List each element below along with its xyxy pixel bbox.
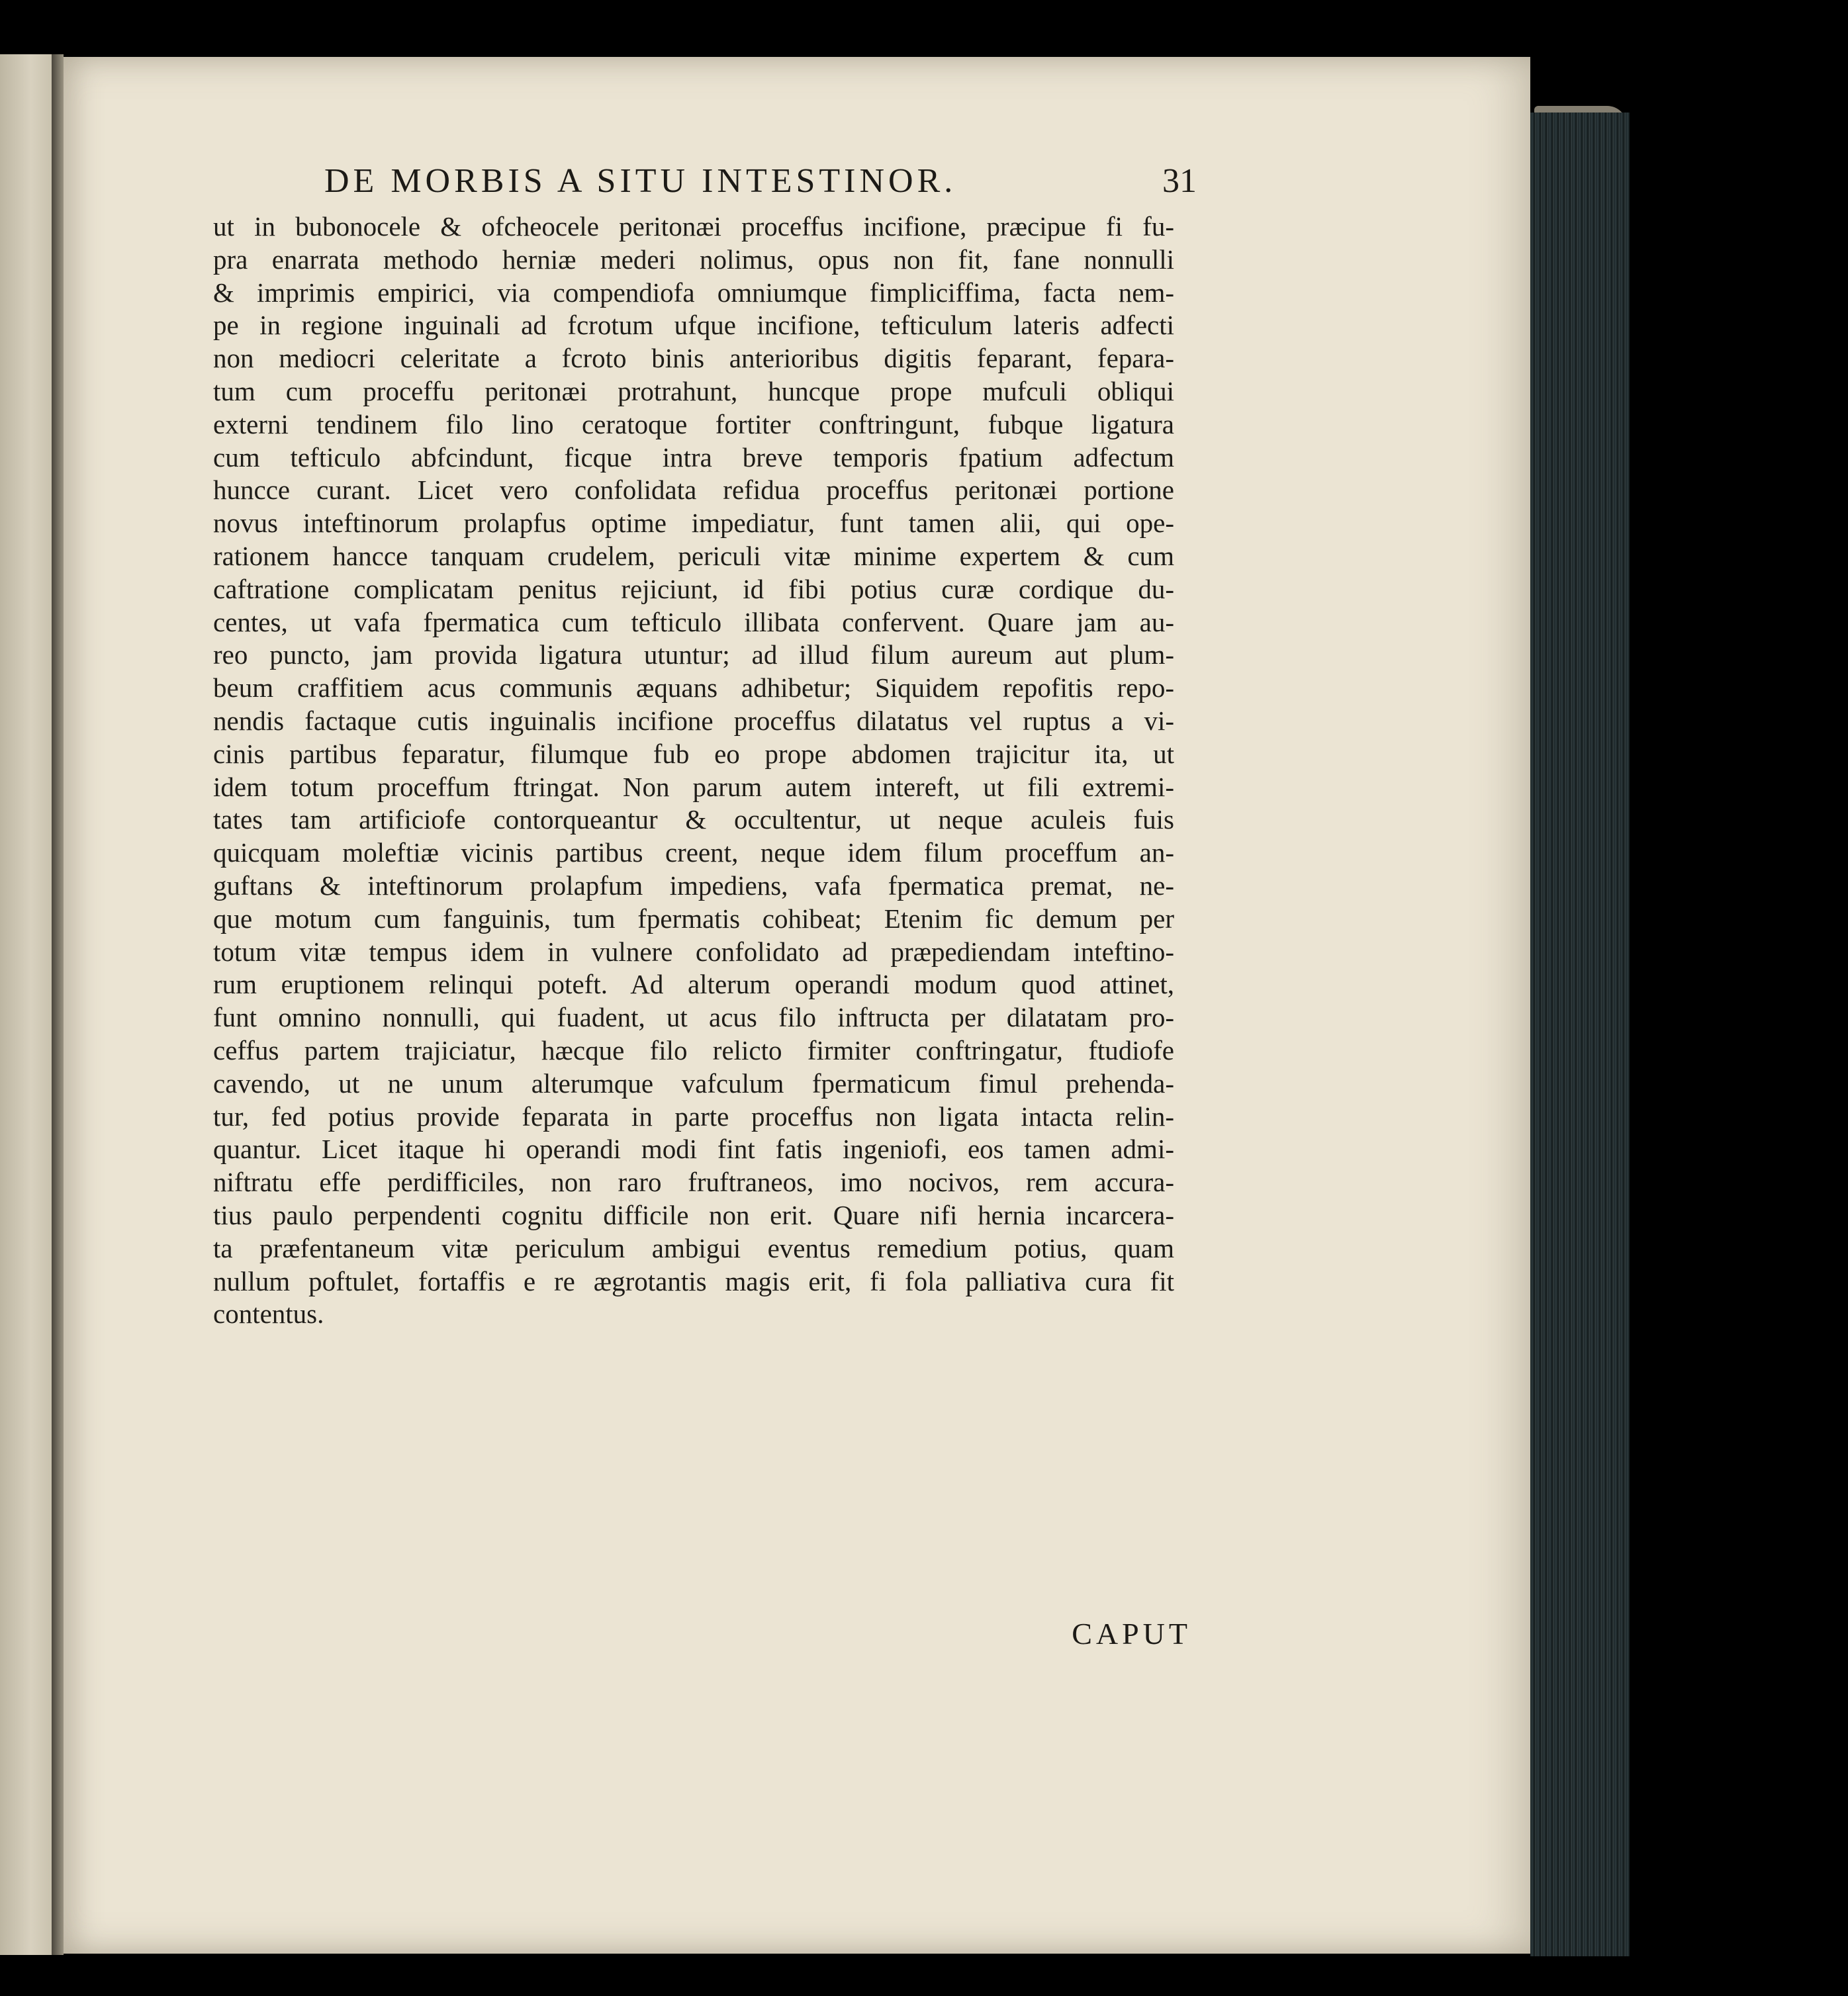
- text-line: pe in regione inguinali ad fcrotum ufque incifione, tefticulum lateris adfecti: [213, 310, 1174, 341]
- text-line: ceffus partem trajiciatur, hæcque filo relicto firmiter conftringatur, ftudiofe: [213, 1034, 1174, 1066]
- text-line: niftratu effe perdifficiles, non raro fruftraneos, imo nocivos, rem accura-: [213, 1167, 1174, 1198]
- text-line: quantur. Licet itaque hi operandi modi fint fatis ingeniofi, eos tamen admi-: [213, 1134, 1174, 1165]
- text-line: externi tendinem filo lino ceratoque fortiter conftringunt, fubque ligatura: [213, 408, 1174, 439]
- page-number: 31: [1162, 162, 1197, 200]
- text-line: cavendo, ut ne unum alterumque vafculum fpermaticum fimul prehenda-: [213, 1067, 1174, 1099]
- text-line: cum tefticulo abfcindunt, ficque intra breve temporis fpatium adfectum: [213, 441, 1174, 473]
- text-line: rationem hancce tanquam crudelem, periculi vitæ minime expertem & cum: [213, 540, 1174, 571]
- text-line: funt omnino nonnulli, qui fuadent, ut acus filo inftructa per dilatatam pro-: [213, 1002, 1174, 1033]
- text-line: novus inteftinorum prolapfus optime impediatur, funt tamen alii, qui ope-: [213, 508, 1174, 539]
- text-line: idem totum proceffum ftringat. Non parum autem intereft, ut fili extremi-: [213, 771, 1174, 802]
- text-line: tates tam artificiofe contorqueantur & occultentur, ut neque aculeis fuis: [213, 804, 1174, 835]
- text-line: reo puncto, jam provida ligatura utuntur; ad illud filum aureum aut plum-: [213, 639, 1174, 670]
- text-line: beum craffitiem acus communis æquans adhibetur; Siquidem repofitis repo-: [213, 672, 1174, 703]
- text-line: tum cum proceffu peritonæi protrahunt, huncque prope mufculi obliqui: [213, 375, 1174, 406]
- text-line: non mediocri celeritate a fcroto binis anterioribus digitis feparant, fepara-: [213, 343, 1174, 374]
- text-line: pra enarrata methodo herniæ mederi nolimus, opus non fit, fane nonnulli: [213, 244, 1174, 275]
- book-fore-edge: [1530, 113, 1630, 1956]
- text-line: & imprimis empirici, via compendiofa omniumque fimpliciffima, facta nem-: [213, 277, 1174, 308]
- text-line-last: contentus.: [213, 1298, 324, 1330]
- text-line: caftratione complicatam penitus rejiciunt, id fibi potius curæ cordique du-: [213, 573, 1174, 604]
- text-line: nendis factaque cutis inguinalis incifione proceffus dilatatus vel ruptus a vi-: [213, 705, 1174, 736]
- text-line: rum eruptionem relinqui poteft. Ad alterum operandi modum quod attinet,: [213, 969, 1174, 1000]
- text-line: nullum poftulet, fortaffis e re ægrotantis magis erit, fi fola palliativa cura fit: [213, 1265, 1174, 1296]
- running-head: DE MORBIS A SITU INTESTINOR.: [324, 162, 957, 200]
- text-line: cinis partibus feparatur, filumque fub eo prope abdomen trajicitur ita, ut: [213, 738, 1174, 769]
- text-line: quicquam moleftiæ vicinis partibus creent, neque idem filum proceffum an-: [213, 837, 1174, 868]
- text-line: totum vitæ tempus idem in vulnere confolidato ad præpediendam inteftino-: [213, 936, 1174, 967]
- catchword: CAPUT: [1072, 1617, 1191, 1651]
- text-line: centes, ut vafa fpermatica cum tefticulo illibata confervent. Quare jam au-: [213, 606, 1174, 637]
- text-line: tur, fed potius provide feparata in parte proceffus non ligata intacta relin-: [213, 1101, 1174, 1132]
- text-line: que motum cum fanguinis, tum fpermatis cohibeat; Etenim fic demum per: [213, 903, 1174, 934]
- text-line: huncce curant. Licet vero confolidata refidua proceffus peritonæi portione: [213, 475, 1174, 506]
- facing-page-edge: [0, 54, 53, 1955]
- body-text: [213, 210, 1174, 1331]
- text-line: guftans & inteftinorum prolapfum impediens, vafa fpermatica premat, ne-: [213, 870, 1174, 901]
- text-line: ut in bubonocele & ofcheocele peritonæi proceffus incifione, præcipue fi fu-: [213, 211, 1174, 242]
- text-line: ta præfentaneum vitæ periculum ambigui eventus remedium potius, quam: [213, 1232, 1174, 1263]
- book-gutter: [52, 54, 64, 1955]
- text-line: tius paulo perpendenti cognitu difficile non erit. Quare nifi hernia incarcera-: [213, 1199, 1174, 1230]
